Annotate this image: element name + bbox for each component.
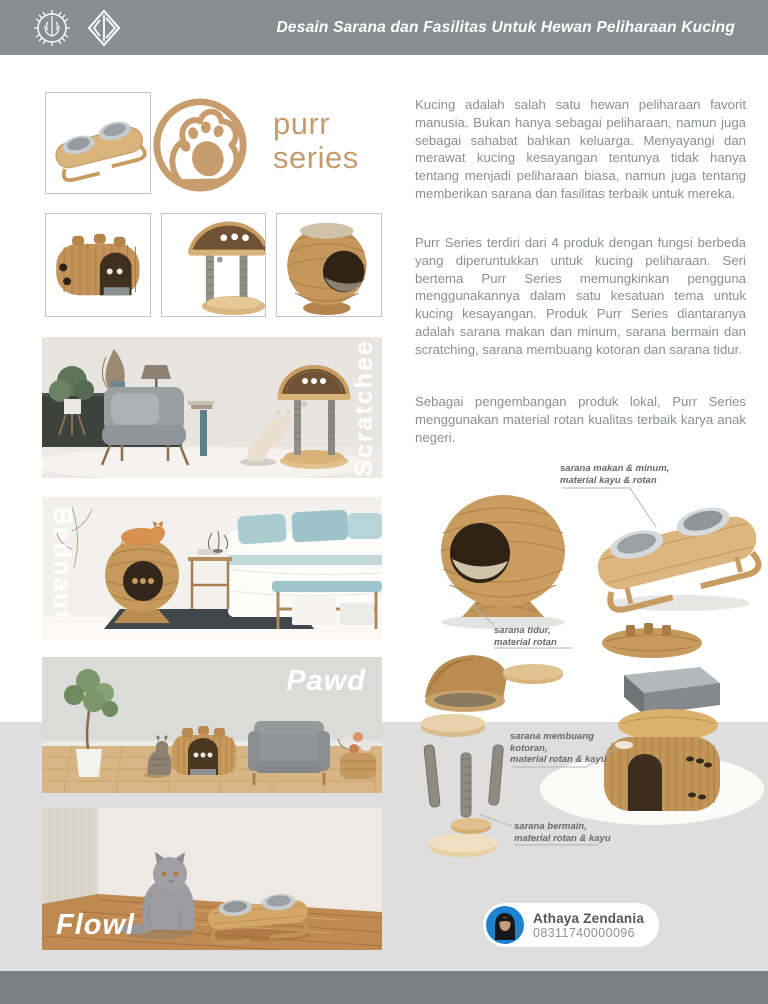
annotation-sleeping	[494, 625, 557, 648]
product-label-pawd: Pawd	[286, 665, 366, 697]
contact-phone: 08311740000096	[533, 925, 635, 940]
intro-paragraph-2: Purr Series terdiri dari 4 produk dengan fungsi berbeda yang diperuntukkan untuk kucing peliharaan. Seri bertema Purr Series memungkinkan pengguna menggunakannya dalam satu kesatuan tema untuk kucing kesayangan. Produk Purr Series diantaranya adalah sarana makan dan minum, sarana bermain dan scratching, sarana membuang kotoran dan sarana tidur.	[415, 235, 746, 357]
annotation-line: material rotan & kayu	[510, 754, 607, 765]
annotation-line: sarana tidur,	[494, 625, 551, 636]
intro-paragraph-1: Kucing adalah salah satu hewan peliharaan favorit manusia. Bukan hanya sebagai peliharaan, namun juga sebagai sahabat bahkan keluarga. Menyayangi dan merawat kucing kesayangan tentunya tidak hanya tentang menjadi peliharaan biasa, namun juga tentang memberikan sarana dan fasilitas terbaik untuk mereka.	[415, 97, 746, 201]
wordmark-line-1: purr	[273, 106, 331, 141]
its-logo	[33, 9, 71, 47]
annotation-line: material rotan & kayu	[514, 832, 611, 844]
annotation-line: sarana bermain,	[514, 821, 587, 832]
annotation-line: material kayu & rotan	[560, 474, 657, 486]
product-label-scratchee: Scratchee	[350, 338, 378, 477]
contact-card	[483, 903, 659, 947]
annotation-litter	[510, 731, 607, 766]
annotation-line: sarana membuang	[510, 731, 594, 742]
render-round-bed	[418, 491, 588, 631]
render-litter-box-exploded	[540, 617, 768, 829]
avatar	[486, 906, 524, 944]
annotation-feeding	[560, 463, 669, 486]
round-bed-thumb-image	[277, 214, 381, 316]
annotation-playing	[514, 821, 611, 844]
bednaut-photo	[42, 497, 382, 640]
render-feeding-stand	[588, 483, 768, 615]
thumbnail-round-bed	[276, 213, 382, 317]
scene-bednaut	[42, 497, 382, 640]
brand-wordmark	[273, 107, 359, 175]
scene-flowl	[42, 808, 382, 950]
product-thumbnails	[45, 213, 382, 317]
feeding-stand-thumbnail	[45, 92, 151, 194]
annotation-line: material rotan	[494, 636, 557, 648]
annotation-line: sarana makan & minum,	[560, 463, 670, 474]
poster-title: Desain Sarana dan Fasilitas Untuk Hewan Peliharaan Kucing	[276, 18, 735, 36]
purr-logo	[151, 96, 249, 194]
despro-logo	[87, 9, 121, 47]
header-bar	[0, 0, 768, 55]
scene-scratchee	[42, 337, 382, 478]
footer-bar	[0, 971, 768, 1004]
scratching-post-thumb-image	[162, 214, 266, 316]
product-label-flowl: Flowl	[56, 909, 136, 941]
wordmark-line-2: series	[273, 140, 359, 175]
intro-paragraph-3: Sebagai pengembangan produk lokal, Purr Series menggunakan material rotan kualitas terbaik karya anak negeri.	[415, 394, 746, 445]
product-renders-area	[390, 455, 768, 895]
annotation-line: kotoran,	[510, 742, 548, 754]
thumbnail-scratching-post	[161, 213, 267, 317]
scratchee-photo	[42, 337, 382, 478]
product-label-bednaut: Bednaut	[48, 507, 76, 621]
paw-icon	[172, 112, 236, 183]
feeding-stand-thumb-image	[48, 95, 148, 191]
contact-name: Athaya Zendania	[533, 910, 645, 926]
avatar-photo	[486, 906, 524, 944]
scene-pawd	[42, 657, 382, 793]
litter-box-thumb-image	[46, 214, 150, 316]
thumbnail-litter-box	[45, 213, 151, 317]
